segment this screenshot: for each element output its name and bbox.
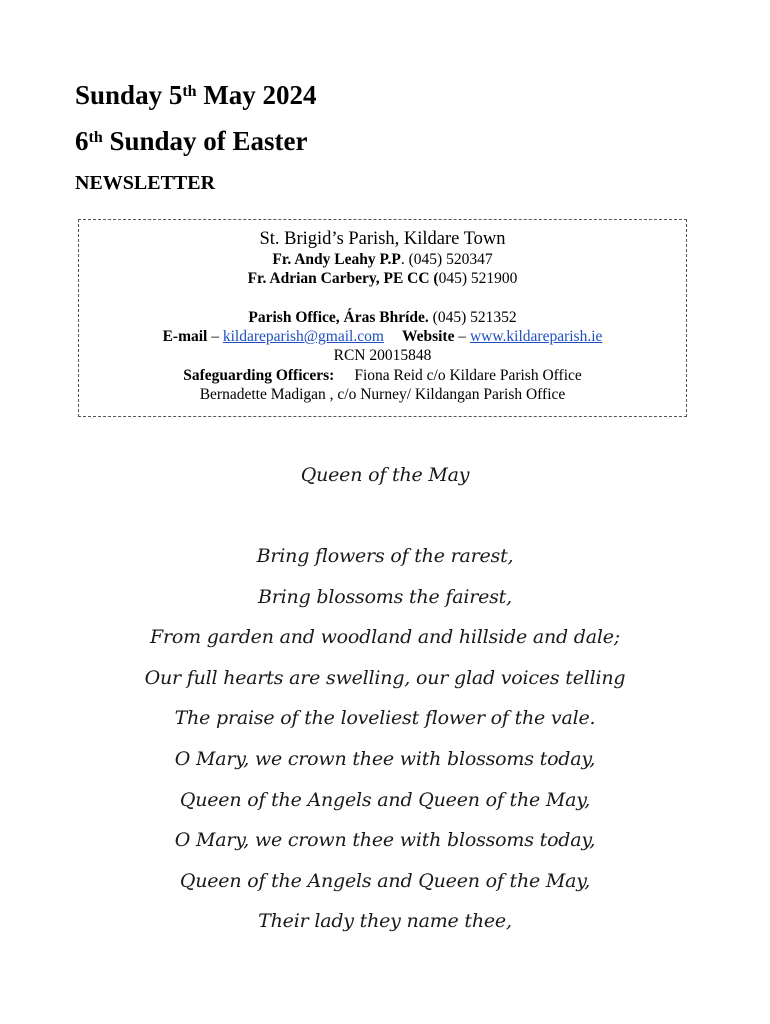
- priest-line-1: [79, 251, 686, 269]
- office-line: [79, 309, 686, 327]
- poem-line: Bring blossoms the fairest,: [258, 586, 512, 608]
- parish-name: St. Brigid’s Parish, Kildare Town: [259, 229, 506, 249]
- newsletter-date: [75, 80, 317, 110]
- sunday-name: Sunday of Easter: [102, 126, 308, 156]
- email-label: E-mail: [162, 328, 208, 345]
- priest-2-name: Fr. Adrian Carbery, PE CC (: [247, 270, 439, 287]
- poem-line: Queen of the Angels and Queen of the May,: [179, 870, 591, 892]
- priest-1-name: Fr. Andy Leahy P.P: [272, 251, 401, 268]
- parish-info-box: [78, 219, 687, 417]
- sunday-superscript: th: [88, 129, 103, 146]
- priest-1-phone: . (045) 520347: [400, 251, 493, 268]
- website-separator: –: [454, 328, 470, 345]
- poem-line: From garden and woodland and hillside and dale;: [149, 626, 621, 648]
- website-link[interactable]: www.kildareparish.ie: [469, 328, 603, 345]
- liturgical-day-title: [75, 126, 308, 156]
- poem-line: Our full hearts are swelling, our glad voices telling: [144, 667, 626, 689]
- poem-line: O Mary, we crown thee with blossoms today,: [174, 829, 596, 851]
- website-label: Website: [401, 328, 455, 345]
- email-separator: –: [207, 328, 223, 345]
- office-phone: (045) 521352: [428, 309, 517, 326]
- safeguarding-line-1: [79, 367, 686, 385]
- sunday-number: 6: [75, 126, 89, 156]
- date-text: Sunday 5: [75, 80, 183, 110]
- poem-line: The praise of the loveliest flower of the vale.: [174, 707, 596, 729]
- poem-line: Queen of the Angels and Queen of the May,: [179, 789, 591, 811]
- safeguarding-line-2: Bernadette Madigan , c/o Nurney/ Kildangan Parish Office: [199, 386, 566, 403]
- office-label: Parish Office, Áras Bhríde.: [248, 309, 429, 326]
- poem-line: Their lady they name thee,: [258, 910, 512, 932]
- poem-line: Bring flowers of the rarest,: [256, 545, 514, 567]
- email-link[interactable]: kildareparish@gmail.com: [222, 328, 384, 345]
- safeguarding-officer-1: Fiona Reid c/o Kildare Parish Office: [354, 367, 582, 384]
- safeguarding-label: Safeguarding Officers:: [183, 367, 335, 384]
- priest-line-2: [79, 270, 686, 288]
- contact-line: [79, 328, 686, 346]
- date-month-year: May 2024: [196, 80, 317, 110]
- poem-title: Queen of the May: [300, 464, 470, 486]
- rcn-number: RCN 20015848: [333, 347, 432, 364]
- priest-2-phone: 045) 521900: [438, 270, 518, 287]
- newsletter-heading: NEWSLETTER: [75, 172, 216, 194]
- date-superscript: th: [182, 83, 197, 100]
- poem-line: O Mary, we crown thee with blossoms today,: [174, 748, 596, 770]
